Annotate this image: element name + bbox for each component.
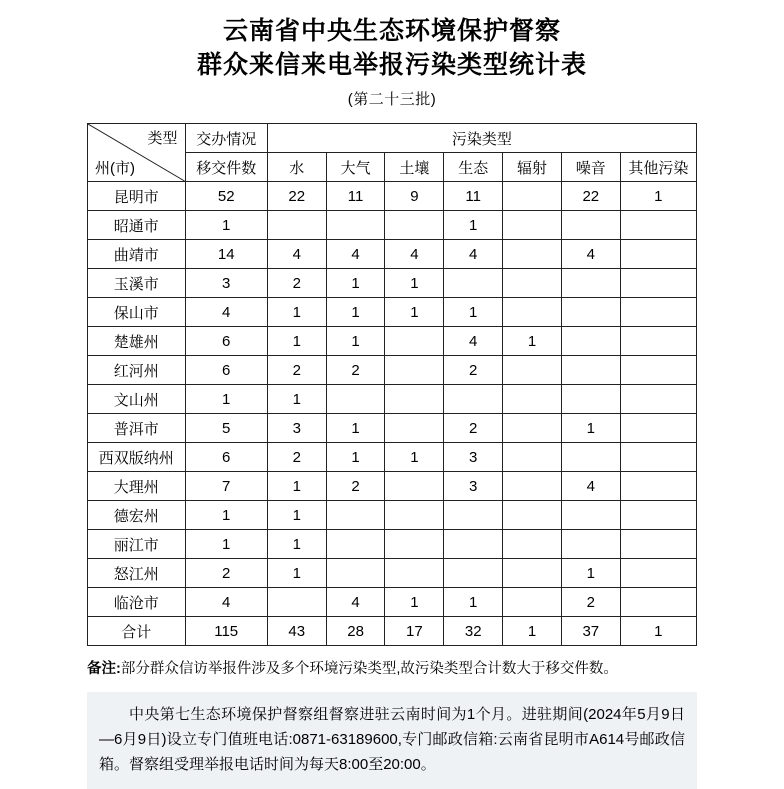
table-row: [88, 530, 697, 559]
note-text: 部分群众信访举报件涉及多个环境污染类型,故污染类型合计数大于移交件数。: [120, 661, 618, 677]
cell-2-2: 4: [326, 240, 385, 269]
cell-11-5: [503, 501, 562, 530]
cell-2-1: 4: [267, 240, 326, 269]
cell-3-5: [503, 269, 562, 298]
cell-2-3: 4: [385, 240, 444, 269]
cell-0-6: 22: [561, 182, 620, 211]
cell-15-6: 37: [561, 617, 620, 646]
group-header-handle: 交办情况: [185, 124, 267, 153]
row-region-6: 红河州: [88, 356, 186, 385]
cell-9-5: [503, 443, 562, 472]
cell-5-7: [620, 327, 696, 356]
page-title-line1: 云南省中央生态环境保护督察: [222, 17, 561, 45]
page-subtitle: (第二十三批): [347, 91, 437, 108]
cell-12-6: [561, 530, 620, 559]
cell-9-1: 2: [267, 443, 326, 472]
column-header-2: 大气: [326, 153, 385, 182]
cell-1-2: [326, 211, 385, 240]
column-header-3: 土壤: [385, 153, 444, 182]
cell-8-5: [503, 414, 562, 443]
cell-7-0: 1: [185, 385, 267, 414]
cell-11-0: 1: [185, 501, 267, 530]
table-row: [88, 414, 697, 443]
cell-15-4: 32: [444, 617, 503, 646]
cell-11-2: [326, 501, 385, 530]
cell-14-5: [503, 588, 562, 617]
cell-10-6: 4: [561, 472, 620, 501]
corner-bottom-label: 州(市): [95, 160, 135, 177]
cell-7-5: [503, 385, 562, 414]
cell-10-2: 2: [326, 472, 385, 501]
cell-4-0: 4: [185, 298, 267, 327]
table-row: [88, 559, 697, 588]
cell-7-2: [326, 385, 385, 414]
table-note: [87, 658, 697, 680]
cell-5-2: 1: [326, 327, 385, 356]
cell-15-5: 1: [503, 617, 562, 646]
cell-4-1: 1: [267, 298, 326, 327]
row-region-1: 昭通市: [88, 211, 186, 240]
cell-14-3: 1: [385, 588, 444, 617]
table-row: [88, 327, 697, 356]
cell-5-6: [561, 327, 620, 356]
cell-0-1: 22: [267, 182, 326, 211]
cell-12-3: [385, 530, 444, 559]
cell-13-5: [503, 559, 562, 588]
column-header-6: 噪音: [561, 153, 620, 182]
cell-5-5: 1: [503, 327, 562, 356]
cell-11-4: [444, 501, 503, 530]
cell-14-2: 4: [326, 588, 385, 617]
row-region-11: 德宏州: [88, 501, 186, 530]
cell-10-4: 3: [444, 472, 503, 501]
table-row: [88, 240, 697, 269]
cell-13-1: 1: [267, 559, 326, 588]
cell-4-6: [561, 298, 620, 327]
cell-10-7: [620, 472, 696, 501]
cell-4-4: 1: [444, 298, 503, 327]
table-row: [88, 356, 697, 385]
cell-1-0: 1: [185, 211, 267, 240]
footer-info-box: [87, 692, 697, 789]
cell-3-4: [444, 269, 503, 298]
table-row: [88, 211, 697, 240]
cell-14-0: 4: [185, 588, 267, 617]
cell-9-4: 3: [444, 443, 503, 472]
page-title-line2: 群众来信来电举报污染类型统计表: [196, 51, 587, 79]
cell-1-1: [267, 211, 326, 240]
row-region-9: 西双版纳州: [88, 443, 186, 472]
cell-7-1: 1: [267, 385, 326, 414]
cell-14-4: 1: [444, 588, 503, 617]
row-region-4: 保山市: [88, 298, 186, 327]
cell-10-0: 7: [185, 472, 267, 501]
cell-8-2: 1: [326, 414, 385, 443]
row-region-15: 合计: [88, 617, 186, 646]
cell-3-1: 2: [267, 269, 326, 298]
cell-12-0: 1: [185, 530, 267, 559]
cell-12-7: [620, 530, 696, 559]
cell-10-3: [385, 472, 444, 501]
cell-12-1: 1: [267, 530, 326, 559]
row-region-2: 曲靖市: [88, 240, 186, 269]
cell-15-3: 17: [385, 617, 444, 646]
cell-13-7: [620, 559, 696, 588]
column-header-7: 其他污染: [620, 153, 696, 182]
cell-8-3: [385, 414, 444, 443]
cell-7-3: [385, 385, 444, 414]
cell-15-1: 43: [267, 617, 326, 646]
cell-10-5: [503, 472, 562, 501]
cell-6-5: [503, 356, 562, 385]
cell-4-5: [503, 298, 562, 327]
cell-3-2: 1: [326, 269, 385, 298]
cell-6-6: [561, 356, 620, 385]
cell-8-4: 2: [444, 414, 503, 443]
row-region-10: 大理州: [88, 472, 186, 501]
cell-3-7: [620, 269, 696, 298]
cell-13-6: 1: [561, 559, 620, 588]
column-header-4: 生态: [444, 153, 503, 182]
cell-11-6: [561, 501, 620, 530]
cell-13-3: [385, 559, 444, 588]
note-label: 备注:: [87, 661, 121, 677]
cell-1-5: [503, 211, 562, 240]
statistics-table: [87, 123, 697, 646]
cell-9-0: 6: [185, 443, 267, 472]
corner-top-label: 类型: [147, 130, 178, 147]
table-header-row-1: [88, 124, 697, 153]
cell-5-4: 4: [444, 327, 503, 356]
title-block: [0, 0, 784, 109]
cell-14-6: 2: [561, 588, 620, 617]
cell-6-3: [385, 356, 444, 385]
cell-14-1: [267, 588, 326, 617]
cell-13-2: [326, 559, 385, 588]
cell-15-2: 28: [326, 617, 385, 646]
cell-0-4: 11: [444, 182, 503, 211]
cell-13-4: [444, 559, 503, 588]
cell-11-3: [385, 501, 444, 530]
table-row: [88, 269, 697, 298]
table-row: [88, 588, 697, 617]
cell-11-7: [620, 501, 696, 530]
cell-1-4: 1: [444, 211, 503, 240]
column-header-1: 水: [267, 153, 326, 182]
table-row: [88, 182, 697, 211]
cell-9-6: [561, 443, 620, 472]
cell-15-0: 115: [185, 617, 267, 646]
cell-0-5: [503, 182, 562, 211]
cell-12-2: [326, 530, 385, 559]
cell-4-3: 1: [385, 298, 444, 327]
cell-5-1: 1: [267, 327, 326, 356]
cell-8-6: 1: [561, 414, 620, 443]
cell-2-0: 14: [185, 240, 267, 269]
cell-0-2: 11: [326, 182, 385, 211]
cell-10-1: 1: [267, 472, 326, 501]
cell-4-7: [620, 298, 696, 327]
cell-1-6: [561, 211, 620, 240]
cell-0-0: 52: [185, 182, 267, 211]
table-body: [88, 182, 697, 646]
cell-6-1: 2: [267, 356, 326, 385]
cell-0-7: 1: [620, 182, 696, 211]
cell-3-3: 1: [385, 269, 444, 298]
row-region-14: 临沧市: [88, 588, 186, 617]
cell-8-1: 3: [267, 414, 326, 443]
column-header-0: 移交件数: [185, 153, 267, 182]
column-header-5: 辐射: [503, 153, 562, 182]
table-row: [88, 443, 697, 472]
row-region-12: 丽江市: [88, 530, 186, 559]
cell-9-7: [620, 443, 696, 472]
cell-3-6: [561, 269, 620, 298]
table-row: [88, 385, 697, 414]
row-region-3: 玉溪市: [88, 269, 186, 298]
cell-3-0: 3: [185, 269, 267, 298]
cell-2-7: [620, 240, 696, 269]
table-row: [88, 472, 697, 501]
row-region-7: 文山州: [88, 385, 186, 414]
cell-4-2: 1: [326, 298, 385, 327]
cell-5-3: [385, 327, 444, 356]
table-total-row: [88, 617, 697, 646]
group-header-pollution: 污染类型: [267, 124, 696, 153]
corner-header-cell: [88, 124, 186, 182]
cell-7-4: [444, 385, 503, 414]
footer-text: 中央第七生态环境保护督察组督察进驻云南时间为1个月。进驻期间(2024年5月9日—6月9日)设立专门值班电话:0871-63189600,专门邮政信箱:云南省昆明市A614号邮政信箱。督察组受理举报电话时间为每天8:00至20:00。: [99, 706, 685, 773]
cell-12-5: [503, 530, 562, 559]
row-region-0: 昆明市: [88, 182, 186, 211]
cell-2-5: [503, 240, 562, 269]
table-head: [88, 124, 697, 182]
cell-6-0: 6: [185, 356, 267, 385]
cell-1-3: [385, 211, 444, 240]
cell-15-7: 1: [620, 617, 696, 646]
cell-9-2: 1: [326, 443, 385, 472]
table-row: [88, 298, 697, 327]
cell-6-7: [620, 356, 696, 385]
statistics-table-wrapper: [87, 123, 697, 646]
cell-7-7: [620, 385, 696, 414]
row-region-5: 楚雄州: [88, 327, 186, 356]
cell-6-4: 2: [444, 356, 503, 385]
cell-6-2: 2: [326, 356, 385, 385]
cell-9-3: 1: [385, 443, 444, 472]
cell-13-0: 2: [185, 559, 267, 588]
cell-0-3: 9: [385, 182, 444, 211]
cell-5-0: 6: [185, 327, 267, 356]
cell-14-7: [620, 588, 696, 617]
cell-12-4: [444, 530, 503, 559]
cell-8-7: [620, 414, 696, 443]
cell-2-4: 4: [444, 240, 503, 269]
cell-2-6: 4: [561, 240, 620, 269]
table-row: [88, 501, 697, 530]
cell-11-1: 1: [267, 501, 326, 530]
row-region-8: 普洱市: [88, 414, 186, 443]
cell-1-7: [620, 211, 696, 240]
cell-8-0: 5: [185, 414, 267, 443]
cell-7-6: [561, 385, 620, 414]
row-region-13: 怒江州: [88, 559, 186, 588]
